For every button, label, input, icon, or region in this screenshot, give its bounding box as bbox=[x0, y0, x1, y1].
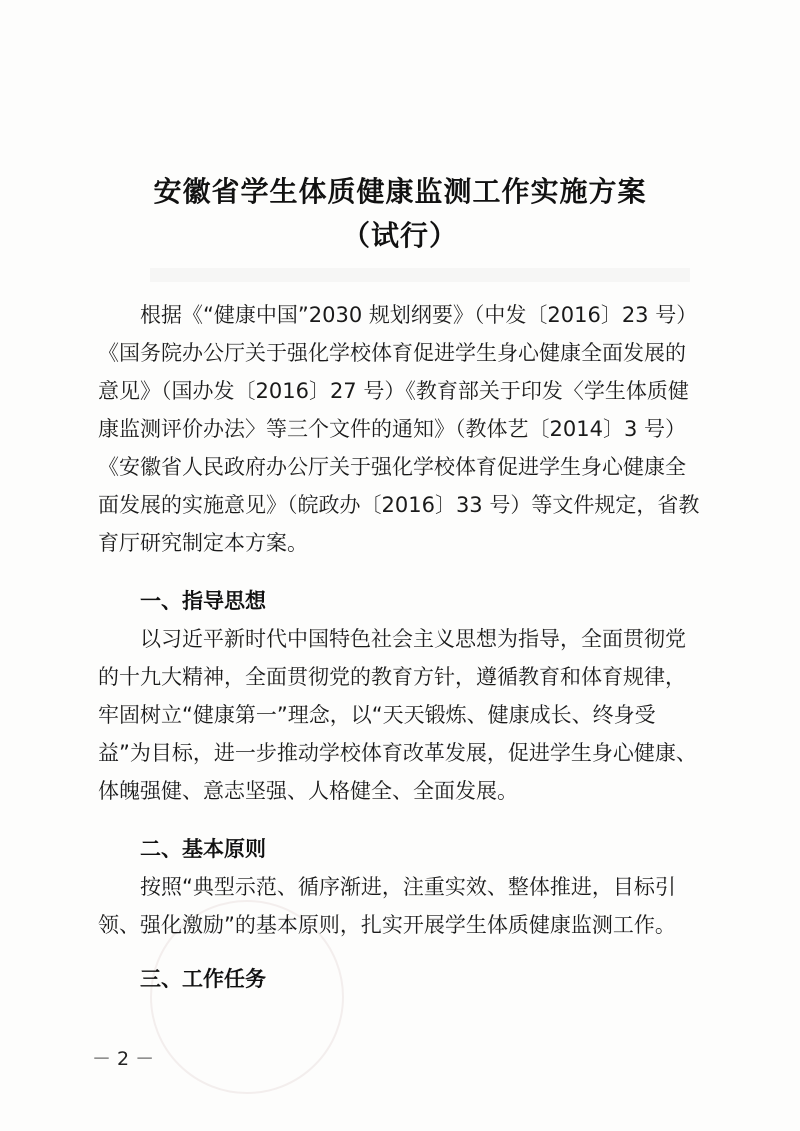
section1-line: 牢固树立“健康第一”理念，以“天天锻炼、健康成长、终身受 bbox=[98, 703, 656, 727]
section2-line: 领、强化激励”的基本原则，扎实开展学生体质健康监测工作。 bbox=[98, 913, 676, 937]
intro-line: 育厅研究制定本方案。 bbox=[98, 531, 308, 555]
section-heading-basic-principles: 二、基本原则 bbox=[140, 837, 266, 861]
show-through-strip bbox=[150, 268, 690, 282]
intro-line: 意见》（国办发〔2016〕27 号）《教育部关于印发〈学生体质健 bbox=[98, 379, 689, 403]
section1-line: 益”为目标，进一步推动学校体育改革发展，促进学生身心健康、 bbox=[98, 741, 697, 765]
intro-line: 康监测评价办法〉等三个文件的通知》（教体艺〔2014〕3 号） bbox=[98, 417, 686, 441]
section-heading-guiding-ideology: 一、指导思想 bbox=[140, 589, 266, 613]
document-title: 安徽省学生体质健康监测工作实施方案 bbox=[153, 175, 647, 208]
section-heading-work-tasks: 三、工作任务 bbox=[140, 967, 266, 991]
section1-line: 以习近平新时代中国特色社会主义思想为指导，全面贯彻党 bbox=[140, 627, 686, 651]
intro-line: 《安徽省人民政府办公厅关于强化学校体育促进学生身心健康全 bbox=[98, 455, 686, 479]
document-subtitle: （试行） bbox=[341, 219, 458, 252]
section1-line: 体魄强健、意志坚强、人格健全、全面发展。 bbox=[98, 779, 518, 803]
section2-line: 按照“典型示范、循序渐进，注重实效、整体推进，目标引 bbox=[140, 875, 676, 899]
intro-line: 面发展的实施意见》（皖政办〔2016〕33 号）等文件规定，省教 bbox=[98, 493, 700, 517]
page-number: － 2 － bbox=[92, 1048, 155, 1070]
section1-line: 的十九大精神，全面贯彻党的教育方针，遵循教育和体育规律， bbox=[98, 665, 686, 689]
intro-line: 根据《“健康中国”2030 规划纲要》（中发〔2016〕23 号） bbox=[140, 303, 698, 327]
intro-line: 《国务院办公厅关于强化学校体育促进学生身心健康全面发展的 bbox=[98, 341, 686, 365]
